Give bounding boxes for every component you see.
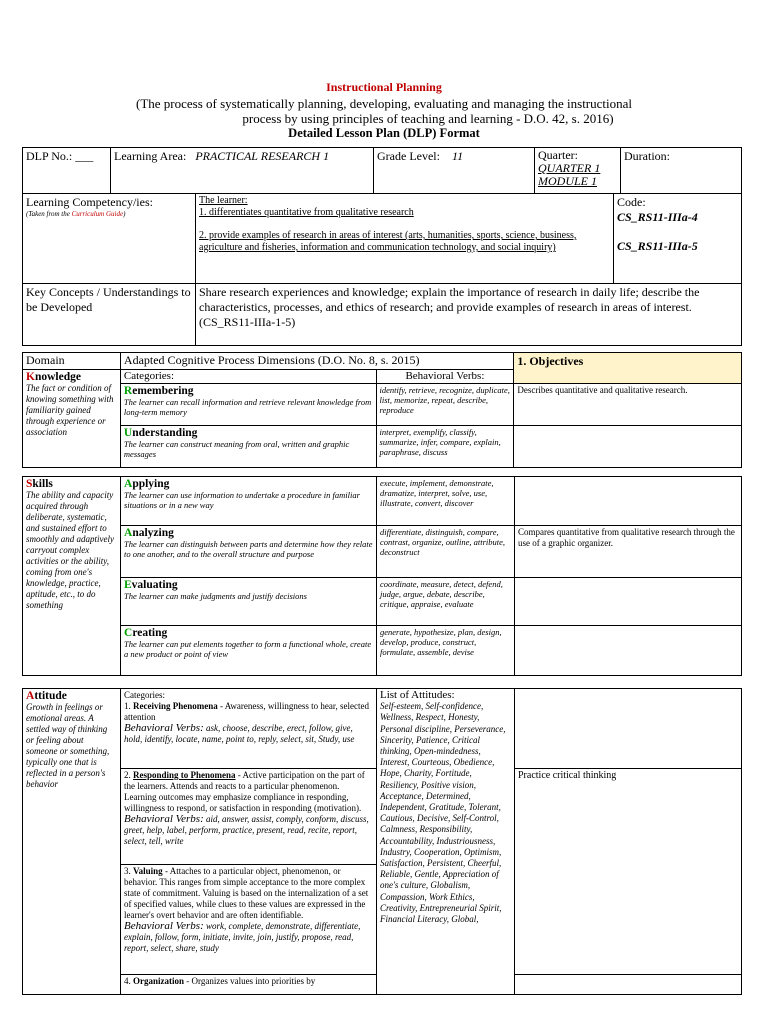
learning-area-value: PRACTICAL RESEARCH 1: [195, 149, 330, 163]
category-creating: [121, 626, 377, 676]
competency-item-1: 1. differentiates quantitative from qualitative research: [199, 207, 414, 218]
subtitle-line-1: (The process of systematically planning, developing, evaluating and managing the instructional: [135, 96, 633, 111]
remembering-verbs: identify, retrieve, recognize, duplicate, list, memorize, repeat, describe, reproduce: [376, 384, 514, 426]
grade-level-value: 11: [451, 149, 464, 163]
attitude-category-3: [121, 865, 377, 975]
analyzing-desc: The learner can distinguish between parts and determine how they relate to one another, and to the overall structure and purpose: [124, 539, 373, 559]
analyzing-objective: Compares quantitative from qualitative research through the use of a graphic organizer.: [515, 526, 742, 578]
attitude-desc: Growth in feelings or emotional areas. A settled way of thinking or feeling about someone or something, typically one that is reflected in a person's behavior: [26, 702, 110, 789]
concepts-table: [22, 283, 742, 346]
quarter-label: Quarter:: [538, 148, 578, 162]
understanding-verbs: interpret, exemplify, classify, summarize, infer, compare, explain, paraphrase, discuss: [376, 426, 514, 468]
knowledge-domain: [23, 370, 121, 468]
attitude-list-cell: [377, 689, 515, 995]
remembering-desc: The learner can recall information and retrieve relevant knowledge from long-term memory: [123, 397, 372, 417]
category-analyzing: [121, 526, 377, 578]
adapted-header: Adapted Cognitive Process Dimensions (D.O. No. 8, s. 2015): [120, 353, 513, 370]
duration-cell: Duration:: [621, 148, 742, 194]
code-1: CS_RS11-IIIa-4: [617, 210, 698, 224]
doc-subtitle: [0, 96, 768, 126]
code-label: Code:: [617, 195, 646, 209]
organization: 4. Organization - Organizes values into priorities by: [124, 976, 316, 986]
code-cell: [614, 194, 742, 284]
creating-objective: [515, 626, 742, 676]
attitude-domain: [23, 689, 121, 995]
category-understanding: [120, 426, 376, 468]
code-2: CS_RS11-IIIa-5: [617, 239, 698, 253]
attitude-objective-4: [515, 975, 742, 995]
quarter-value: QUARTER 1: [538, 161, 601, 175]
module-value: MODULE 1: [538, 174, 597, 188]
receiving-phenomena: 1. Receiving Phenomena - Awareness, willingness to hear, selected attention: [124, 701, 370, 722]
evaluating-desc: The learner can make judgments and justify decisions: [124, 591, 307, 601]
learning-area-cell: [111, 148, 374, 194]
quarter-cell: [535, 148, 621, 194]
analyzing-verbs: differentiate, distinguish, compare, contrast, organize, outline, attribute, deconstruct: [377, 526, 515, 578]
objectives-header: 1. Objectives: [514, 353, 742, 384]
creating-desc: The learner can put elements together to form a functional whole, create a new product or point of view: [124, 639, 372, 659]
attitude-list-label: List of Attitudes:: [380, 689, 455, 701]
evaluating-title: Evaluating: [124, 579, 178, 591]
competency-label: Learning Competency/ies:: [26, 195, 153, 209]
attitude-category-2: [121, 769, 377, 865]
skills-desc: The ability and capacity acquired through deliberate, systematic, and sustained effort to smoothly and adaptively carryout complex activities or the ability, coming from one's knowledge, practice, aptitude, etc., to do something: [26, 490, 114, 610]
category-evaluating: [121, 578, 377, 626]
applying-desc: The learner can use information to undertake a procedure in familiar situations or in a new way: [124, 490, 360, 510]
understanding-objective: [514, 426, 742, 468]
skills-domain: [23, 477, 121, 676]
valuing-verbs: Behavioral Verbs: work, complete, demonstrate, differentiate, explain, follow, form, initiate, invite, join, justify, propose, read, report, select, share, study: [124, 920, 361, 953]
dlp-number: DLP No.: ___: [23, 148, 111, 194]
verbs-header: Behavioral Verbs:: [376, 370, 514, 384]
format-title: Detailed Lesson Plan (DLP) Format: [288, 126, 480, 140]
skills-table: [22, 476, 742, 676]
responding-verbs: Behavioral Verbs: aid, answer, assist, comply, conform, discuss, greet, help, label, perform, practice, present, read, recite, report, select, tell, write: [124, 813, 369, 846]
competency-table: [22, 193, 742, 284]
grade-level-cell: [374, 148, 535, 194]
learning-area-label: Learning Area:: [114, 149, 187, 163]
competency-label-cell: [23, 194, 196, 284]
valuing: 3. Valuing - Attaches to a particular object, phenomenon, or behavior. This ranges from simple acceptance to the more complex state of commitment. Valuing is based on the internalization of a set of specified values, while clues to these values are expressed in the learner's overt behavior and are often identifiable.: [124, 866, 369, 920]
attitude-objective-1: [515, 689, 742, 769]
attitude-title: Attitude: [26, 690, 67, 702]
learner-label: The learner:: [199, 195, 248, 206]
skills-title: Skills: [26, 478, 53, 490]
applying-objective: [515, 477, 742, 526]
concepts-label: Key Concepts / Understandings to be Developed: [23, 284, 196, 346]
responding-phenomena: 2. Responding to Phenomena - Active participation on the part of the learners. Attends and reacts to a particular phenomenon. Learning outcomes may emphasize compliance in responding, willingness to respond, or satisfaction in responding (motivation).: [124, 770, 365, 813]
understanding-desc: The learner can construct meaning from oral, written and graphic messages: [123, 439, 350, 459]
analyzing-title: Analyzing: [124, 527, 174, 539]
evaluating-verbs: coordinate, measure, detect, defend, judge, argue, debate, describe, critique, appraise, evaluate: [377, 578, 515, 626]
knowledge-title: Knowledge: [26, 371, 81, 383]
category-remembering: [120, 384, 376, 426]
competency-items: [196, 194, 614, 284]
attitude-objective: Practice critical thinking: [515, 769, 742, 975]
domain-header: Domain: [23, 353, 121, 370]
applying-title: Applying: [124, 478, 170, 490]
understanding-title: Understanding: [123, 427, 198, 439]
concepts-text: Share research experiences and knowledge; explain the importance of research in daily life; describe the characteristics, processes, and ethics of research; and provide examples of research in areas of interest. (CS_RS11-IIIa-1-5): [196, 284, 742, 346]
creating-verbs: generate, hypothesize, plan, design, develop, produce, construct, formulate, assemble, devise: [377, 626, 515, 676]
category-applying: [121, 477, 377, 526]
attitude-category-4: [121, 975, 377, 995]
grade-level-label: Grade Level:: [377, 149, 440, 163]
info-table: [22, 147, 742, 194]
competency-note: (Taken from the Curriculum Guide): [26, 210, 126, 218]
remembering-objective: Describes quantitative and qualitative research.: [514, 384, 742, 426]
knowledge-desc: The fact or condition of knowing something with familiarity gained through experience or association: [26, 383, 114, 437]
attitude-table: [22, 688, 742, 995]
competency-item-2: 2. provide examples of research in areas of interest (arts, humanities, sports, science, business, agriculture and fisheries, information and communication technology, and social inquiry): [199, 230, 577, 253]
knowledge-table: [22, 352, 742, 468]
doc-title: Instructional Planning: [326, 80, 442, 94]
applying-verbs: execute, implement, demonstrate, dramatize, interpret, solve, use, illustrate, convert, discover: [377, 477, 515, 526]
subtitle-line-2: process by using principles of teaching and learning - D.O. 42, s. 2016): [242, 111, 614, 126]
evaluating-objective: [515, 578, 742, 626]
attitude-category-1: [121, 689, 377, 769]
receiving-verbs: Behavioral Verbs: ask, choose, describe, erect, follow, give, hold, identify, locate, name, point to, reply, select, sit, Study, use: [124, 722, 355, 744]
attitude-list: Self-esteem, Self-confidence, Wellness, Respect, Honesty, Personal discipline, Perseverance, Sincerity, Patience, Critical thinking, Open-mindedness, Interest, Courteous, Obedience, Hope, Charity, Fortitude, Resiliency, Positive vision, Acceptance, Determined, Independent, Gratitude, Tolerant, Cautious, Decisive, Self-Control, Calmness, Responsibility, Accountability, Industriousness, Industry, Cooperation, Optimism, Satisfaction, Persistent, Cheerful, Reliable, Gentle, Appreciation of one's culture, Globalism, Compassion, Work Ethics, Creativity, Entrepreneurial Spirit, Financial Literacy, Global,: [380, 701, 506, 925]
remembering-title: Remembering: [123, 385, 194, 397]
categories-header: Categories:: [120, 370, 376, 384]
attitude-categories-label: Categories:: [124, 690, 165, 700]
creating-title: Creating: [124, 627, 168, 639]
